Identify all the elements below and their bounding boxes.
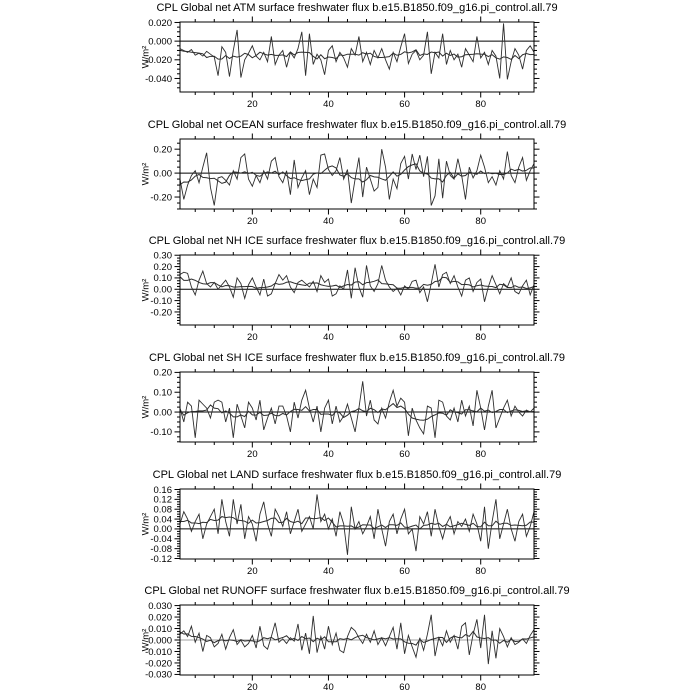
x-tick-label: 20: [247, 332, 258, 343]
x-tick-label: 20: [247, 566, 258, 577]
plot-border: [180, 255, 534, 325]
x-tick-label: 40: [323, 216, 334, 227]
x-tick-label: 20: [247, 99, 258, 110]
chart-panel-land: [0, 467, 700, 584]
x-tick-label: 60: [399, 332, 410, 343]
chart-panel-nh-ice: [0, 233, 700, 350]
y-tick-label: 0.04: [153, 514, 172, 526]
chart-title: CPL Global net SH ICE surface freshwater flux b.e15.B1850.f09_g16.pi_control.all.79: [148, 352, 565, 364]
data-series-line: [180, 23, 534, 79]
x-tick-label: 80: [475, 566, 486, 577]
y-tick-label: 0.16: [153, 484, 172, 496]
plot-area-ocean: [0, 117, 700, 234]
y-tick-label: -0.08: [150, 543, 172, 555]
plot-area-sh-ice: [0, 350, 700, 467]
chart-panel-ocean: [0, 117, 700, 234]
data-series-line: [180, 264, 534, 301]
plot-border: [180, 139, 534, 209]
x-tick-label: 80: [475, 216, 486, 227]
y-tick-label: -0.020: [145, 55, 172, 67]
chart-title: CPL Global net RUNOFF surface freshwater flux b.e15.B1850.f09_g16.pi_control.all.79: [144, 585, 570, 597]
chart-title: CPL Global net NH ICE surface freshwater flux b.e15.B1850.f09_g16.pi_control.all.79: [148, 235, 566, 247]
y-tick-label: -0.10: [150, 427, 172, 439]
y-tick-label: -0.20: [150, 307, 172, 319]
y-tick-label: 0.010: [148, 623, 172, 635]
x-tick-label: 20: [247, 682, 258, 693]
chart-title: CPL Global net OCEAN surface freshwater flux b.e15.B1850.f09_g16.pi_control.all.79: [147, 119, 567, 131]
data-series-line: [180, 494, 534, 554]
y-tick-label: -0.020: [145, 658, 172, 670]
y-axis-label: W/m²: [140, 162, 152, 186]
y-tick-label: 0.12: [153, 494, 172, 506]
data-series-line: [180, 149, 534, 205]
plot-area-nh-ice: [0, 233, 700, 350]
y-tick-label: -0.04: [150, 534, 172, 546]
x-tick-label: 40: [323, 449, 334, 460]
x-tick-label: 20: [247, 449, 258, 460]
y-axis-label: W/m²: [140, 278, 152, 302]
y-tick-label: 0.00: [153, 168, 172, 180]
y-tick-label: 0.030: [148, 600, 172, 612]
y-tick-label: 0.10: [153, 273, 172, 285]
x-tick-label: 40: [323, 332, 334, 343]
y-tick-label: -0.040: [145, 73, 172, 85]
x-tick-label: 60: [399, 216, 410, 227]
y-tick-label: 0.020: [148, 612, 172, 624]
y-tick-label: 0.30: [153, 250, 172, 262]
y-tick-label: 0.00: [153, 524, 172, 536]
y-tick-label: -0.20: [150, 192, 172, 204]
y-tick-label: -0.10: [150, 295, 172, 307]
y-tick-label: 0.00: [153, 284, 172, 296]
x-tick-label: 80: [475, 682, 486, 693]
plot-area-atm: [0, 0, 700, 117]
x-tick-label: 60: [399, 682, 410, 693]
y-tick-label: -0.010: [145, 646, 172, 658]
y-tick-label: 0.000: [148, 36, 172, 48]
x-tick-label: 60: [399, 99, 410, 110]
smoothed-series-line: [180, 517, 534, 529]
x-tick-label: 40: [323, 682, 334, 693]
y-tick-label: 0.10: [153, 387, 172, 399]
x-tick-label: 60: [399, 449, 410, 460]
y-tick-label: -0.12: [150, 553, 172, 565]
x-tick-label: 20: [247, 216, 258, 227]
plot-area-land: [0, 467, 700, 584]
x-tick-label: 80: [475, 449, 486, 460]
y-tick-label: -0.030: [145, 669, 172, 681]
y-tick-label: 0.020: [148, 17, 172, 29]
y-tick-label: 0.00: [153, 407, 172, 419]
y-tick-label: 0.000: [148, 635, 172, 647]
y-tick-label: 0.08: [153, 504, 172, 516]
y-axis-label: W/m²: [140, 45, 152, 69]
y-axis-label: W/m²: [140, 628, 152, 652]
y-tick-label: 0.20: [153, 367, 172, 379]
x-tick-label: 40: [323, 99, 334, 110]
x-tick-label: 40: [323, 566, 334, 577]
x-tick-label: 80: [475, 332, 486, 343]
x-tick-label: 60: [399, 566, 410, 577]
y-axis-label: W/m²: [140, 395, 152, 419]
y-tick-label: 0.20: [153, 261, 172, 273]
chart-panel-atm: [0, 0, 700, 117]
plot-area-runoff: [0, 583, 700, 700]
y-tick-label: 0.20: [153, 144, 172, 156]
chart-panel-runoff: [0, 583, 700, 700]
y-axis-label: W/m²: [140, 512, 152, 536]
chart-title: CPL Global net LAND surface freshwater flux b.e15.B1850.f09_g16.pi_control.all.79: [152, 469, 562, 481]
x-tick-label: 80: [475, 99, 486, 110]
chart-panel-sh-ice: [0, 350, 700, 467]
data-series-line: [180, 615, 534, 664]
chart-title: CPL Global net ATM surface freshwater flux b.e15.B1850.f09_g16.pi_control.all.79: [156, 2, 558, 14]
